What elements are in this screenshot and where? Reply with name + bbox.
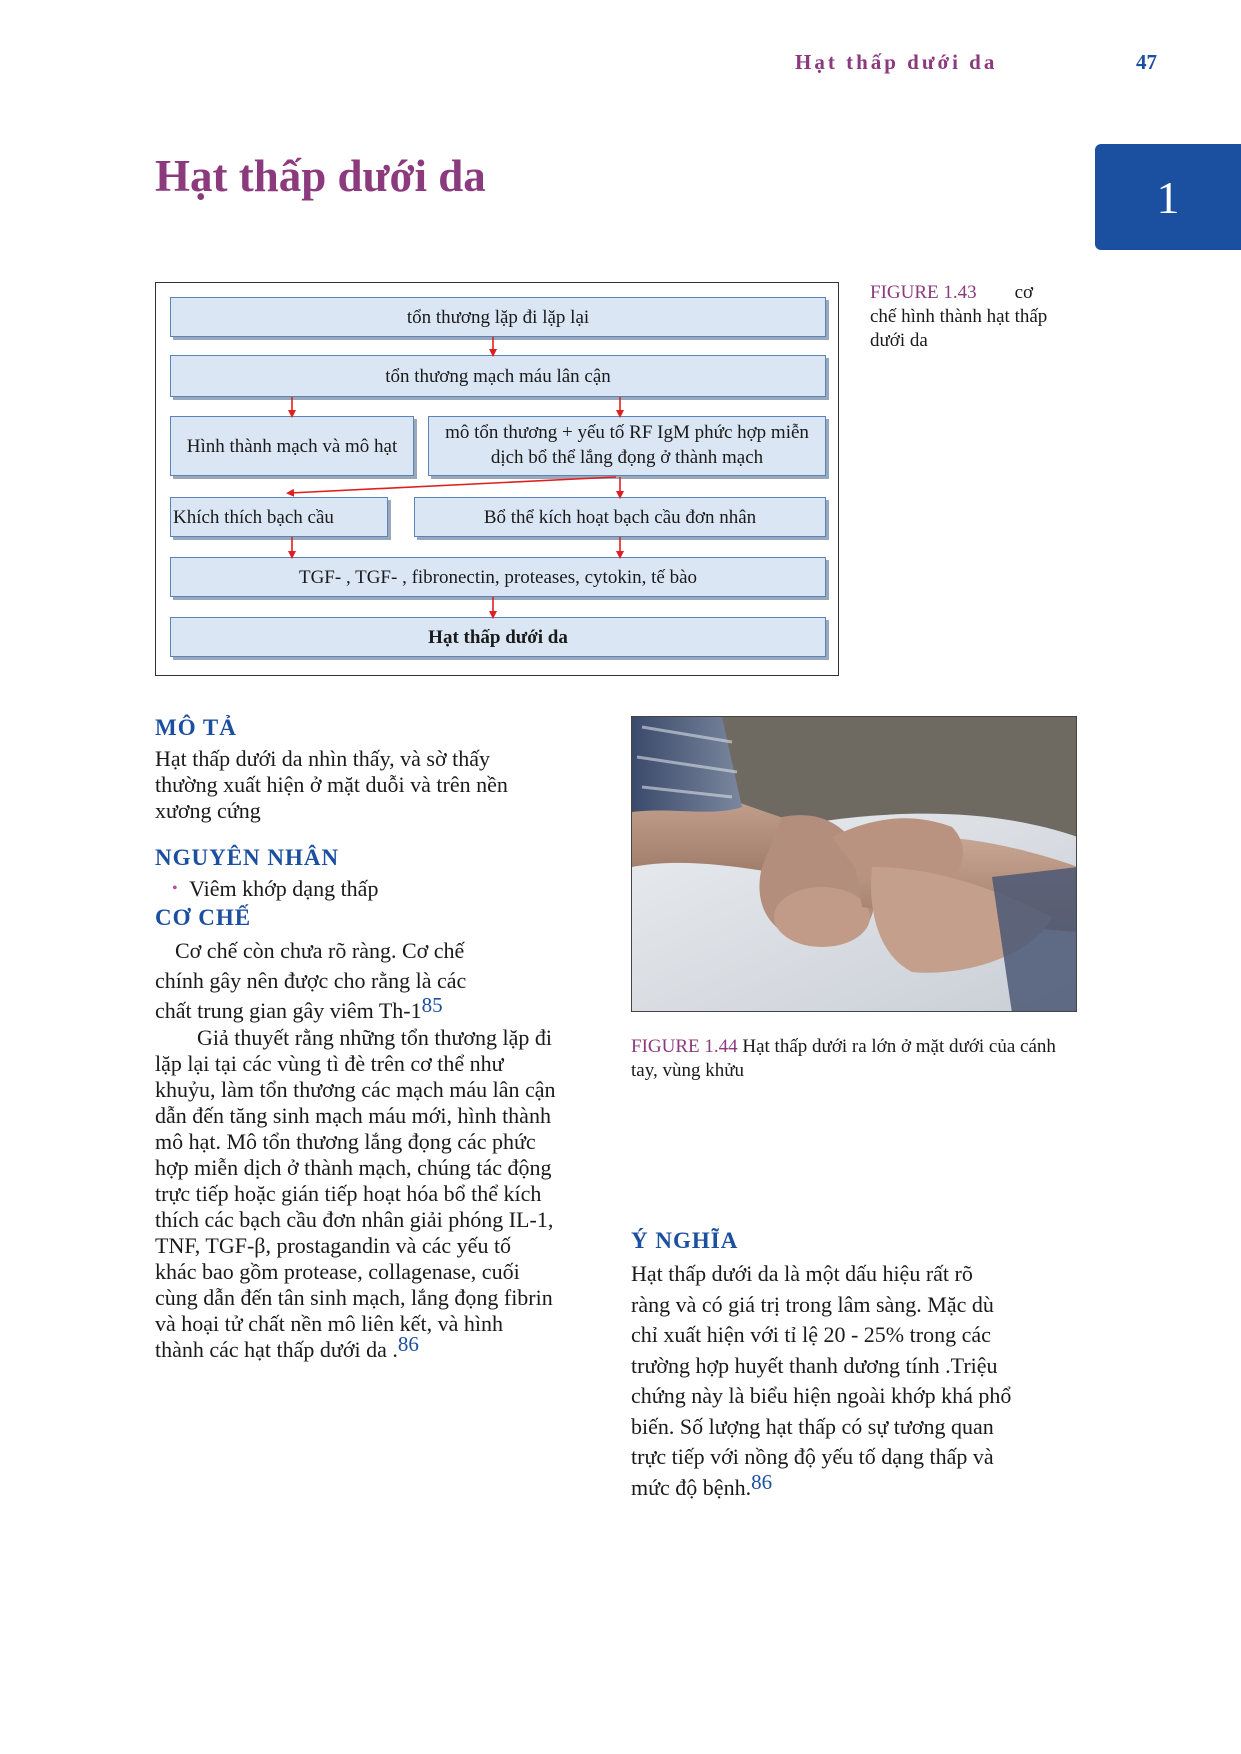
co-che-para-line: khuỷu, làm tổn thương các mạch máu lân cận — [155, 1077, 556, 1102]
y-nghia-line: biến. Số lượng hạt thấp có sự tương quan — [631, 1413, 994, 1439]
co-che-para-line: mô hạt. Mô tổn thương lắng đọng các phức — [155, 1129, 536, 1154]
co-che-intro — [155, 936, 625, 1026]
y-nghia-line: chỉ xuất hiện với tỉ lệ 20 - 25% trong các — [631, 1322, 991, 1347]
figure-1-43-caption-first: cơ — [1014, 282, 1034, 303]
nguyen-nhan-item — [172, 876, 378, 905]
co-che-line: Cơ chế còn chưa rõ ràng. Cơ chế — [175, 938, 465, 963]
page-number: 47 — [1136, 50, 1157, 74]
y-nghia-line: chứng này là biểu hiện ngoài khớp khá phổ — [631, 1383, 1012, 1408]
figure-1-44-photo — [631, 716, 1077, 1012]
y-nghia-line: trường hợp huyết thanh dương tính .Triệu — [631, 1352, 998, 1378]
heading-mo-ta: MÔ TẢ — [155, 715, 237, 740]
co-che-para-line: khác bao gồm protease, collagenase, cuối — [155, 1259, 520, 1284]
citation-ref: 86 — [751, 1469, 773, 1494]
y-nghia-line: trực tiếp với nồng độ yếu tố dạng thấp và — [631, 1444, 994, 1469]
co-che-para-line: thích các bạch cầu đơn nhân giải phóng IL-1, — [155, 1207, 554, 1232]
mo-ta-line: Hạt thấp dưới da nhìn thấy, và sờ thấy — [155, 746, 490, 771]
heading-co-che: CƠ CHẾ — [155, 905, 252, 930]
co-che-line: chính gây nên được cho rằng là các — [155, 968, 467, 993]
co-che-para-line: và hoại tử chất nền mô liên kết, và hình — [155, 1311, 503, 1336]
citation-ref: 85 — [421, 993, 443, 1017]
diagram-box-nodule: Hạt thấp dưới da — [170, 617, 826, 657]
co-che-para-line: Giả thuyết rằng những tổn thương lặp đi — [197, 1025, 553, 1050]
heading-y-nghia: Ý NGHĨA — [631, 1228, 739, 1253]
figure-1-44-caption — [631, 1035, 1061, 1083]
figure-1-44-label: FIGURE 1.44 — [631, 1036, 738, 1057]
y-nghia-text — [631, 1259, 1081, 1503]
heading-nguyen-nhan: NGUYÊN NHÂN — [155, 845, 340, 870]
co-che-para-line: lặp lại tại các vùng tì đè trên cơ thể như — [155, 1051, 504, 1076]
figure-1-43-label: FIGURE 1.43 — [870, 282, 977, 303]
co-che-para-line: cùng dẫn đến tân sinh mạch, lắng đọng fibrin — [155, 1285, 553, 1310]
co-che-para-line: hợp miễn dịch ở thành mạch, chúng tác động — [155, 1155, 552, 1180]
figure-1-43-caption-rest: chế hình thành hạt thấp dưới da — [870, 306, 1048, 351]
diagram-arrows — [156, 283, 840, 677]
mo-ta-text — [155, 746, 605, 824]
y-nghia-line: mức độ bệnh. — [631, 1474, 752, 1500]
bullet-icon: • — [172, 880, 178, 897]
citation-ref: 86 — [397, 1332, 419, 1356]
arrow-b4-b5 — [290, 477, 616, 493]
nguyen-nhan-item-text: Viêm khớp dạng thấp — [189, 876, 379, 901]
co-che-para-line: thành các hạt thấp dưới da . — [155, 1337, 398, 1362]
elbow-nodule-photo — [632, 717, 1077, 1012]
chapter-tab: 1 — [1095, 144, 1241, 250]
co-che-para-line: trực tiếp hoặc gián tiếp hoạt hóa bổ thể kích — [155, 1181, 542, 1206]
figure-1-43-caption — [870, 281, 1080, 353]
diagram-box-mediators: TGF- , TGF- , fibronectin, proteases, cytokin, tế bào — [170, 557, 826, 597]
diagram-box-immune-complex-text: mô tổn thương + yếu tố RF IgM phức hợp miễn dịch bổ thể lắng đọng ở thành mạch — [445, 422, 809, 468]
mo-ta-line: thường xuất hiện ở mặt duỗi và trên nền — [155, 772, 508, 797]
diagram-box-repeated-injury: tổn thương lặp đi lặp lại — [170, 297, 826, 337]
co-che-paragraph — [155, 1025, 615, 1363]
figure-1-44-caption-text: Hạt thấp dưới ra lớn ở mặt dưới của cánh tay, vùng khửu — [631, 1036, 1056, 1081]
diagram-box-complement: Bổ thể kích hoạt bạch cầu đơn nhân — [414, 497, 826, 537]
mechanism-diagram — [155, 282, 839, 676]
page-title: Hạt thấp dưới da — [155, 151, 486, 201]
running-title: Hạt thấp dưới da — [795, 50, 998, 74]
co-che-line: chất trung gian gây viêm Th-1 — [155, 998, 422, 1023]
y-nghia-line: Hạt thấp dưới da là một dấu hiệu rất rõ — [631, 1261, 973, 1286]
diagram-box-vessel-injury: tổn thương mạch máu lân cận — [170, 355, 826, 397]
mo-ta-line: xương cứng — [155, 798, 261, 823]
diagram-box-leukocyte-stimulation: Khích thích bạch cầu — [170, 497, 388, 537]
co-che-para-line: dẫn đến tăng sinh mạch máu mới, hình thành — [155, 1103, 551, 1128]
y-nghia-line: ràng và có giá trị trong lâm sàng. Mặc dù — [631, 1291, 994, 1317]
co-che-para-line: TNF, TGF-β, prostagandin và các yếu tố — [155, 1233, 512, 1258]
diagram-box-angiogenesis: Hình thành mạch và mô hạt — [170, 416, 414, 476]
